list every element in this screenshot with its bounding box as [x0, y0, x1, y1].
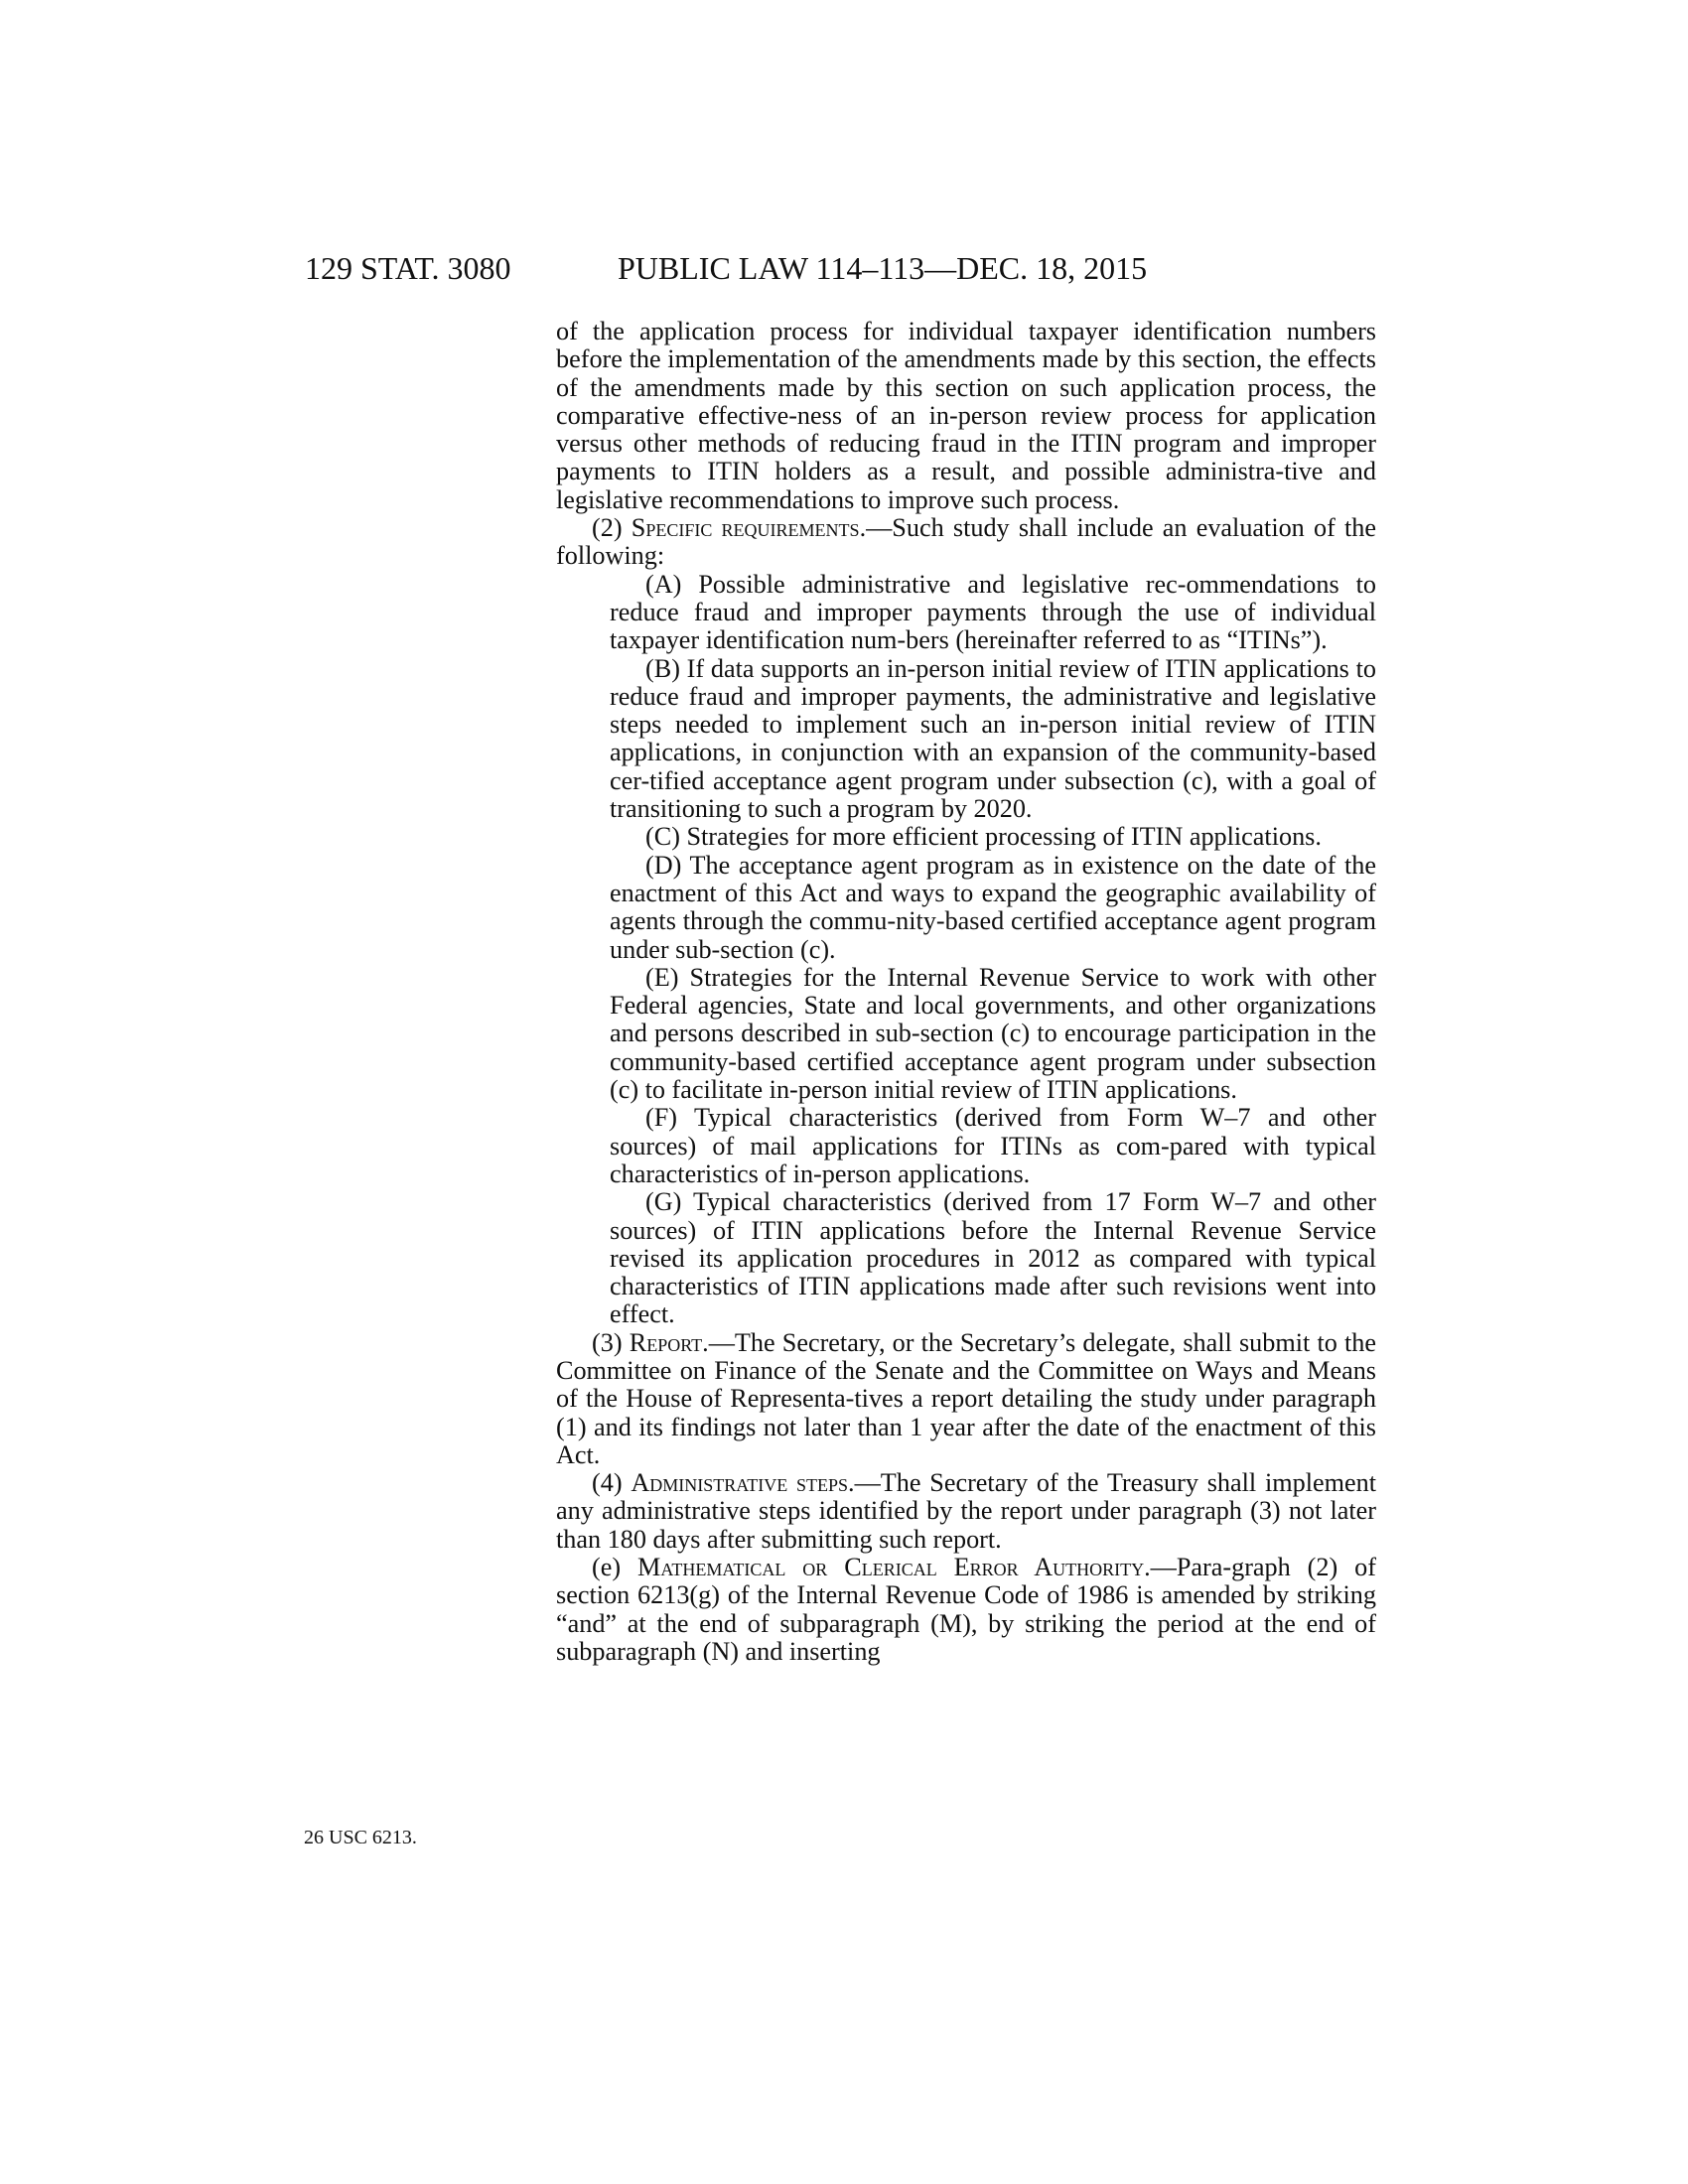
paragraph-4-administrative-steps: (4) Administrative steps.—The Secretary of the Treasury shall implement any administrative steps identified by the report under paragraph (3) not later than 180 days after submitting such report. [556, 1468, 1376, 1554]
paragraph-text: Such study shall include an evaluation of the following: [556, 513, 1377, 571]
paragraph-2-specific-requirements: (2) Specific requirements.—Such study shall include an evaluation of the following: [556, 513, 1377, 571]
subparagraph-a: (A) Possible administrative and legislative rec-ommendations to reduce fraud and improper payments through the use of individual taxpayer identification num-bers (hereinafter referred to as “ITINs”). [610, 569, 1376, 655]
subsection-e-mathematical-error: (e) Mathematical or Clerical Error Authority.—Para-graph (2) of section 6213(g) of the Internal Revenue Code of 1986 is amended by striking “and” at the end of subparagraph (M), by striking the period at the end of subparagraph (N) and inserting [556, 1553, 1376, 1666]
subparagraph-g: (G) Typical characteristics (derived from 17 Form W–7 and other sources) of ITIN applications before the Internal Revenue Service revised its application procedures in 2012 as compared with typical characteristics of ITIN applications made after such revisions went into effect. [610, 1187, 1376, 1329]
paragraph-number: (4) [592, 1468, 623, 1498]
subsection-heading: Mathematical or Clerical Error Authority [637, 1553, 1145, 1582]
paragraph-text: The Secretary of the Treasury shall implement any administrative steps identified by the report under paragraph (3) not later than 180 days after submitting such report. [556, 1468, 1376, 1554]
usc-margin-citation: 26 USC 6213. [304, 1827, 417, 1848]
statute-page-number: 129 STAT. 3080 [305, 250, 511, 286]
subparagraph-c: (C) Strategies for more efficient processing of ITIN applications. [645, 822, 1322, 852]
paragraph-3-report: (3) Report.—The Secretary, or the Secretary’s delegate, shall submit to the Committee on Finance of the Senate and the Committee on Ways and Means of the House of Representa-tives a report detailing the study under paragraph (1) and its findings not later than 1 year after the date of the enactment of this Act. [556, 1327, 1377, 1469]
paragraph-continuation: of the application process for individual taxpayer identification numbers before the implementation of the amendments made by this section, the effects of the amendments made by this section on such application process, the comparative effective-ness of an in-person review process for application versus other methods of reducing fraud in the ITIN program and improper payments to ITIN holders as a result, and possible administra-tive and legislative recommendations to improve such process. [556, 317, 1376, 514]
paragraph-number: (3) [592, 1327, 623, 1357]
subparagraph-f: (F) Typical characteristics (derived from Form W–7 and other sources) of mail applications for ITINs as com-pared with typical characteristics of in-person applications. [610, 1103, 1376, 1188]
subsection-text: Para-graph (2) of section 6213(g) of the Internal Revenue Code of 1986 is amended by striking “and” at the end of subparagraph (M), by striking the period at the end of subparagraph (N) and inserting [556, 1553, 1376, 1666]
running-header-title: PUBLIC LAW 114–113—DEC. 18, 2015 [618, 250, 1148, 286]
subparagraph-b: (B) If data supports an in-person initial review of ITIN applications to reduce fraud and improper payments, the administrative and legislative steps needed to implement such an in-person initial review of ITIN applications, in conjunction with an expansion of the community-based cer-tified acceptance agent program under subsection (c), with a goal of transitioning to such a program by 2020. [610, 653, 1376, 824]
paragraph-number: (2) [592, 513, 623, 543]
paragraph-heading: Specific requirements [631, 513, 860, 543]
document-body [556, 318, 1376, 1666]
paragraph-heading: Report [629, 1327, 703, 1357]
subparagraph-d: (D) The acceptance agent program as in existence on the date of the enactment of this Act and ways to expand the geographic availability of agents through the commu-nity-based certified acceptance agent program under sub-section (c). [610, 850, 1376, 964]
paragraph-heading: Administrative steps [631, 1468, 849, 1498]
paragraph-text: The Secretary, or the Secretary’s delegate, shall submit to the Committee on Finance of the Senate and the Committee on Ways and Means of the House of Representa-tives a report detailing the study under paragraph (1) and its findings not later than 1 year after the date of the enactment of this Act. [556, 1327, 1377, 1469]
subsection-number: (e) [592, 1553, 622, 1582]
subparagraph-e: (E) Strategies for the Internal Revenue Service to work with other Federal agencies, State and local governments, and other organizations and persons described in sub-section (c) to encourage participation in the community-based certified acceptance agent program under subsection (c) to facilitate in-person initial review of ITIN applications. [610, 962, 1376, 1105]
